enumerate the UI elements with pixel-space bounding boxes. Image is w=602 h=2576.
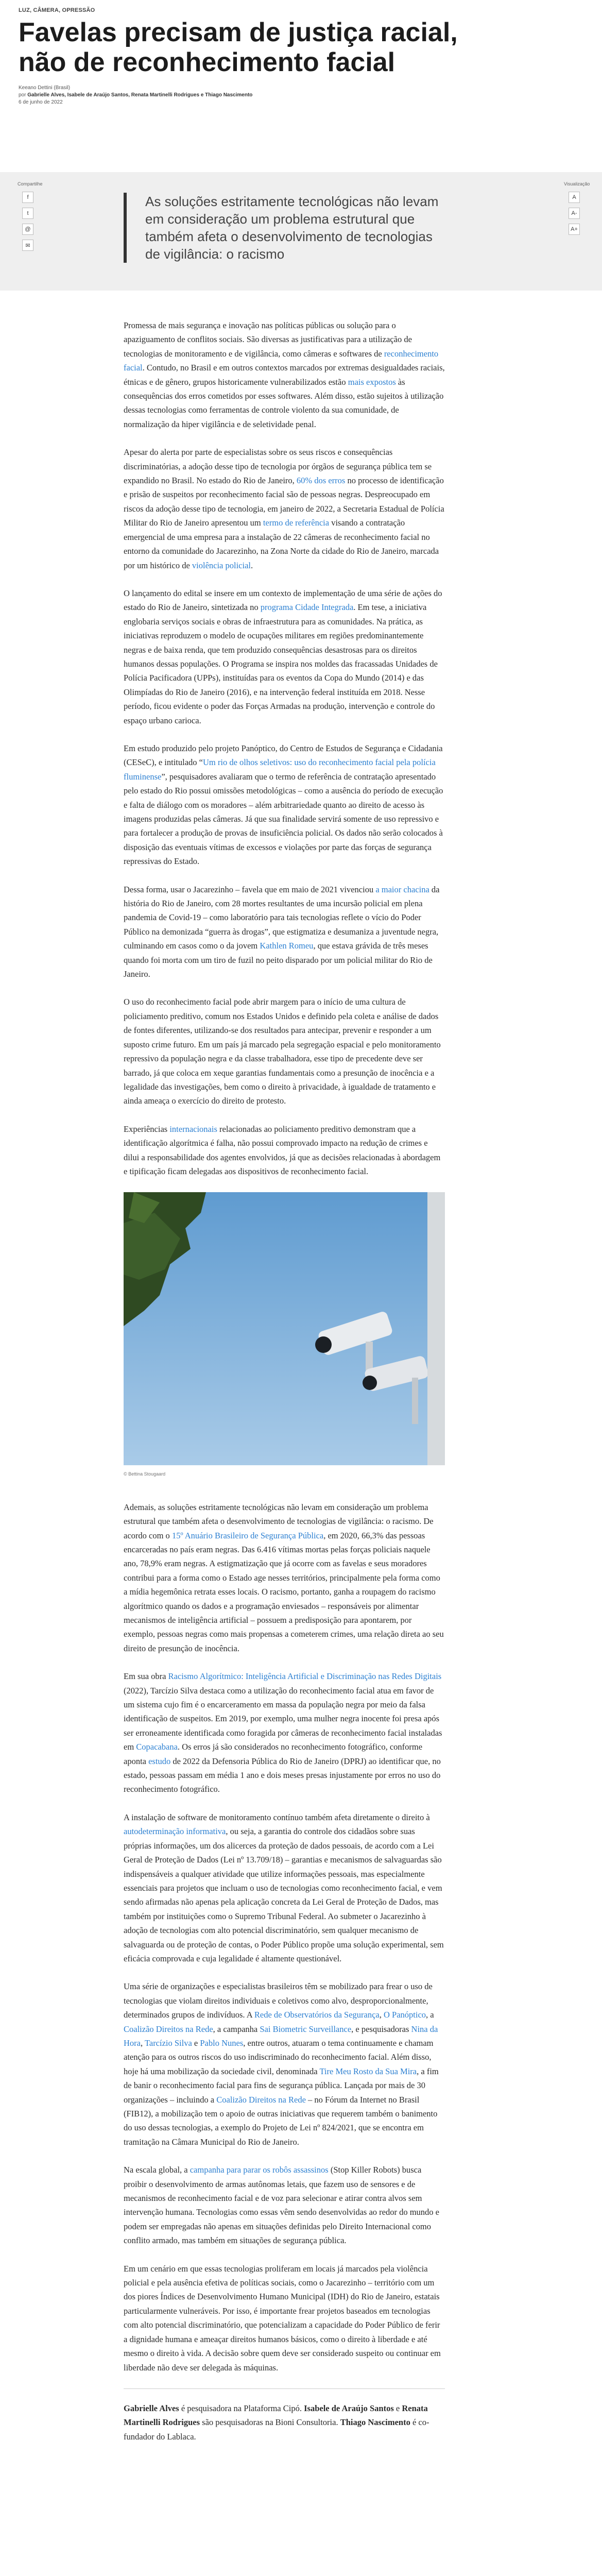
share-label: Compartilhe [18, 181, 43, 187]
link-pablo-nunes[interactable]: Pablo Nunes [200, 2038, 244, 2048]
link-ban-biometric[interactable]: Sai Biometric Surveillance [260, 2024, 352, 2034]
text: (2022), Tarcízio Silva destaca como a utilização do reconhecimento facial atua em favor de um sistema cujo fim é o encarceramento em massa da população negra por meio da falsa identificação de suspeitos. Em 2019, por exemplo, uma mulher negra inocente foi presa após ser erroneamente identificada como foragida por câmeras de reconhecimento facial instaladas em [124, 1685, 442, 1752]
text: A instalação de software de monitoramento contínuo também afeta diretamente o direito à [124, 1812, 430, 1822]
link-copacabana[interactable]: Copacabana [136, 1742, 178, 1752]
font-icon: A [572, 194, 576, 200]
text: , em 2020, 66,3% das pessoas encarceradas no país eram negras. Das 6.416 vítimas mortas pelas forças policiais naquele ano, 78,9% eram negras. A estigmatização que já ocorre com as favelas e seus moradores contribui para a forma como o Estado age nesses territórios, principalmente pela forma como a mídia hegemônica retrata esses locais. O racismo, portanto, ganha a roupagem do racismo algorítmico quando os dados e a programação enviesados – responsáveis por alimentar mecanismos de inteligência artificial – possuem a predisposição para apontarem, por exemplo, pessoas negras como mais propensas a cometerem crimes, uma relação direta ao seu direito de presunção de inocência. [124, 1530, 444, 1653]
view-label: Visualização [564, 181, 590, 187]
text: Em um cenário em que essas tecnologias proliferam em locais já marcados pela violência policial e pela ausência efetiva de políticas sociais, como o Jacarezinho – território com um dos piores Índices de Desenvolvimento Humano Municipal (IDH) do Rio de Janeiro, estatais particularmente vulneráveis. Por isso, é importante frear projetos baseados em tecnologias com alto potencial discriminatório, que potencializam a capacidade do Poder Público de ferir a dignidade humana e ameaçar direitos humanos básicos, como o direito à liberdade e até mesmo o direito à vida. A decisão sobre quem deve ser considerado suspeito ou continuar em liberdade não deve ser delegada às máquinas. [124, 2263, 441, 2372]
author-name: Isabele de Araújo Santos [304, 2403, 394, 2413]
authors-line [19, 92, 583, 99]
text: O lançamento do edital se insere em um contexto de implementação de uma série de ações do estado do Rio de Janeiro, sintetizada no [124, 588, 442, 613]
author-name: Thiago Nascimento [340, 2417, 410, 2428]
text: da história do Rio de Janeiro, com 28 mortes resultantes de uma incursão policial em plena pandemia de Covid-19 – como laboratório para tais tecnologias reflete o vício do Poder Público na demonizada “guerra às drogas”, que estigmatiza e desumaniza a juventude negra, culminando em casos como o da jovem [124, 884, 440, 951]
text: e [192, 2038, 200, 2048]
paragraph-9 [124, 1669, 445, 1797]
link-um-rio-de-olhos[interactable]: Um rio de olhos seletivos: uso do reconhecimento facial pela polícia fluminense [124, 757, 436, 782]
author-name: Renata Martinelli Rodrigues [124, 2403, 428, 2428]
paragraph-7 [124, 1122, 445, 1179]
text: – no Fórum da Internet no Brasil (FIB12), a mobilização tem o apoio de outras iniciativas que requerem também o banimento do uso dessas tecnologias, a exemplo do Projeto de Lei nº 824/2021, que se encontra em tramitação na Câmara Municipal do Rio de Janeiro. [124, 2094, 438, 2147]
article-header [0, 0, 602, 105]
intro-band [0, 172, 602, 291]
link-anuario[interactable]: 15º Anuário Brasileiro de Segurança Pública [171, 1530, 324, 1540]
text: às consequências dos erros cometidos por esses softwares. Além disso, estão sujeitos à utilização dessas tecnologias como ferramentas de controle violento da sua comunidade, de normalização da hiper vigilância e de seletividade penal. [124, 377, 444, 429]
envelope-icon: ✉ [25, 242, 30, 249]
paragraph-8 [124, 1500, 445, 1655]
article-body [124, 318, 445, 2458]
link-tire-meu-rosto[interactable]: Tire Meu Rosto da Sua Mira [319, 2066, 417, 2076]
paragraph-1 [124, 318, 445, 431]
text: , a campanha [213, 2024, 260, 2034]
publish-date: 6 de junho de 2022 [19, 99, 63, 105]
text: Uma série de organizações e especialistas brasileiros têm se mobilizado para frear o uso de tecnologias que violam direitos individuais e coletivos como alvo, desproporcionalmente, determinados grupos de indivíduos. A [124, 1981, 433, 2020]
text: O uso do reconhecimento facial pode abrir margem para o início de uma cultura de policiamento preditivo, comum nos Estados Unidos e definido pela coleta e análise de dados de fontes diferentes, utilizando-se dos resultados para antecipar, prevenir e responder a um suposto crime futuro. Em um país já marcado pela segregação espacial e pelo monitoramento repressivo da população negra e da classe trabalhadora, esse tipo de precedente deve ser barrado, já que coloca em xeque garantias fundamentais como a presunção de inocência e a legalidade das investigações, bem como o direito à privacidade, à igualdade de tratamento e ainda ameaça o exercício do direito de protesto. [124, 997, 441, 1106]
text: Dessa forma, usar o Jacarezinho – favela que em maio de 2021 vivenciou [124, 884, 376, 894]
text: de 2022 da Defensoria Pública do Rio de Janeiro (DPRJ) ao identificar que, no estado, pessoas passam em média 1 ano e dois meses presas injustamente por erros no uso do reconhecimento fotográfico. [124, 1756, 441, 1794]
pull-quote: As soluções estritamente tecnológicas não levam em consideração um problema estrutural que também afeta o desenvolvimento de tecnologias de vigilância: o racismo [124, 193, 444, 263]
surveillance-cameras-image [124, 1192, 445, 1465]
divider [124, 2388, 445, 2389]
link-estudo[interactable]: estudo [148, 1756, 171, 1766]
authors: Gabrielle Alves, Isabele de Araújo Santos, Renata Martinelli Rodrigues e Thiago Nascimento [27, 92, 253, 98]
twitter-icon: t [27, 210, 29, 216]
link-stop-killer-robots[interactable]: campanha para parar os robôs assassinos [190, 2165, 329, 2175]
text: Em estudo produzido pelo projeto Panóptico, do Centro de Estudos de Segurança e Cidadania (CESeC), e intitulado “ [124, 743, 443, 768]
text: é pesquisadora na Plataforma Cipó. [179, 2403, 304, 2413]
text: no processo de identificação e prisão de suspeitos por reconhecimento facial são de pessoas negras. Despreocupado em riscos da adoção desse tipo de tecnologia, em janeiro de 2022, a Secretaria Estadual de Polícia Militar do Rio de Janeiro apresentou um [124, 476, 444, 528]
text: , que estava grávida de três meses quando foi morta com um tiro de fuzil no peito disparado por um policial militar do Rio de Janeiro. [124, 941, 433, 979]
author-name: Gabrielle Alves [124, 2403, 179, 2413]
link-reconhecimento-facial[interactable]: reconhecimento facial [124, 348, 439, 373]
font-increase-icon: A+ [571, 226, 578, 232]
text: Experiências [124, 1124, 170, 1134]
link-kathlen-romeu[interactable]: Kathlen Romeu [260, 941, 314, 951]
text: . Em tese, a iniciativa englobaria serviços sociais e obras de infraestrutura para as comunidades. Na prática, as iniciativas reproduzem o modelo de ocupações militares em regiões predominantemente negras e de baixa renda, que tem produzido consequências desastrosas para os direitos humanos dessas populações. O Programa se inspira nos moldes das fracassadas Unidades de Polícia Pacificadora (UPPs), instituídas para os eventos da Copa do Mundo (2014) e das Olimpíadas do Rio de Janeiro (2016), e na intervenção federal instituída em 2018. Nesse período, ficou evidente o poder das Forças Armadas na produção, intervenção e controle do espaço urbano carioca. [124, 602, 438, 725]
at-icon: @ [25, 226, 31, 232]
twitter-share-button[interactable] [22, 208, 33, 219]
link-racismo-algoritmico[interactable]: Racismo Algorítmico: Inteligência Artificial e Discriminação nas Redes Digitais [168, 1671, 442, 1682]
link-mais-expostos[interactable]: mais expostos [348, 377, 396, 387]
link-termo-de-referencia[interactable]: termo de referência [263, 518, 330, 528]
email-share-button[interactable] [22, 224, 33, 235]
paragraph-3 [124, 586, 445, 727]
text: , [379, 2010, 384, 2020]
text: Ademais, as soluções estritamente tecnológicas não levam em consideração um problema estrutural que também afeta o desenvolvimento de tecnologias de vigilância: o racismo. De acordo com o [124, 1502, 434, 1540]
font-decrease-icon: A- [571, 210, 577, 216]
link-internacionais[interactable]: internacionais [169, 1124, 217, 1134]
paragraph-11 [124, 1979, 445, 2149]
link-nina-da-hora[interactable]: Nina da Hora [124, 2024, 438, 2048]
text: . Os erros já são considerados no reconhecimento fotográfico, conforme aponta [124, 1742, 423, 1766]
text: . Contudo, no Brasil e em outros contextos marcados por extremas desigualdades raciais, étnicas e de gênero, grupos historicamente vulnerabilizados estão [124, 363, 445, 387]
text: , ou seja, a garantia do controle dos cidadãos sobre suas próprias informações, um dos alicerces da proteção de dados pessoais, de acordo com a Lei Geral de Proteção de Dados (Lei nº 13.709/18) – garantias e mecanismos de salvaguardas são indispensáveis a qualquer atividade que utilize informações pessoais, mas especialmente essenciais para projetos que incluam o uso de tecnologias como reconhecimento facial, e vem sendo afirmadas não apenas pela aplicação concreta da Lei Geral de Proteção de Dados, mas também por instituições como o Supremo Tribunal Federal. Ao submeter o Jacarezinho à adoção de tecnologias com alto potencial discriminatório, sem qualquer mecanismo de salvaguarda ou de proteção de contas, o Poder Público propõe uma solução experimental, sem eficácia comprovada e cuja legalidade é altamente questionável. [124, 1826, 444, 1963]
text: e [393, 2403, 402, 2413]
text: . [251, 560, 253, 570]
edited-by: Keeano Dettini (Brasil) [19, 85, 71, 91]
text: é co-fundador do Lablaca. [124, 2417, 429, 2442]
paragraph-2 [124, 445, 445, 572]
facebook-icon: f [27, 194, 29, 200]
text: (Stop Killer Robots) busca proibir o desenvolvimento de armas autônomas letais, que fazem uso de sensores e de mecanismos de reconhecimento facial e de voz para selecionar e atirar contra alvos sem intervenção humana. Tecnologias como essas vêm sendo desenvolvidas ao redor do mundo e podem ser empregadas não apenas em situações definidas pelo Direito Internacional como conflito armado, mas também em situações de segurança pública. [124, 2165, 439, 2246]
link-o-panoptico[interactable]: O Panóptico [383, 2010, 426, 2020]
paragraph-12 [124, 2163, 445, 2247]
facebook-share-button[interactable] [22, 192, 33, 203]
text: ”, pesquisadores avaliaram que o termo de referência de contratação apresentado pelo estado do Rio possui omissões metodológicas – como a ausência do período de execução e falta de diálogo com os moradores – além arbitrariedade quanto ao direito de acesso às imagens produzidas pelas câmeras. Já que sua finalidade servirá somente de uso repressivo e para fortalecer a produção de provas de insuficiência policial. Os dados não serão colocados à disposição das eventuais vítimas de excessos e violações por parte das forças de segurança repressivas do Estado. [124, 771, 443, 867]
font-decrease-button[interactable] [569, 208, 580, 219]
link-coalizao[interactable]: Coalizão Direitos na Rede [124, 2024, 213, 2034]
link-60-dos-erros[interactable]: 60% dos erros [296, 476, 346, 486]
text: são pesquisadoras na Bioni Consultoria. [200, 2417, 340, 2428]
link-maior-chacina[interactable]: a maior chacina [375, 884, 429, 894]
text: Promessa de mais segurança e inovação nas políticas públicas ou solução para o apaziguamento de conflitos sociais. São diversas as justificativas para a utilização de tecnologias de monitoramento e de vigilância, como câmeras e softwares de [124, 320, 412, 359]
font-reset-button[interactable] [569, 192, 580, 203]
link-violencia-policial[interactable]: violência policial [192, 560, 251, 570]
mail-share-button[interactable] [22, 240, 33, 251]
paragraph-13 [124, 2262, 445, 2375]
byline [19, 84, 583, 106]
font-increase-button[interactable] [569, 224, 580, 235]
text: , a fim de banir o reconhecimento facial para fins de segurança pública. Lançada por mais de 30 organizações – incluindo a [124, 2066, 439, 2105]
view-panel [564, 181, 590, 240]
paragraph-10 [124, 1810, 445, 1965]
paragraph-6 [124, 995, 445, 1108]
text: , e pesquisadoras [351, 2024, 411, 2034]
paragraph-5 [124, 883, 445, 981]
text: , entre outros, atuaram o tema continuamente e chamam atenção para os outros riscos do uso indiscriminado do reconhecimento facial. Além disso, hoje há uma mobilização da sociedade civil, denominada [124, 2038, 434, 2076]
text: , [140, 2038, 145, 2048]
link-rede-observatorios[interactable]: Rede de Observatórios da Segurança [254, 2010, 380, 2020]
article-photo [124, 1192, 445, 1465]
text: Em sua obra [124, 1671, 168, 1682]
link-tarcizio-silva[interactable]: Tarcízio Silva [144, 2038, 192, 2048]
author-bio [124, 2401, 445, 2444]
text: Na escala global, a [124, 2165, 190, 2175]
authors-prefix: por [19, 92, 26, 98]
link-autodeterminacao[interactable]: autodeterminação informativa [124, 1826, 226, 1837]
page-title: Favelas precisam de justiça racial, não de reconhecimento facial [19, 18, 458, 77]
text: visando a contratação emergencial de uma empresa para a instalação de 22 câmeras de reconhecimento facial no entorno da comunidade do Jacarezinho, na Zona Norte da cidade do Rio de Janeiro, marcada por um histórico de [124, 518, 439, 570]
text: Apesar do alerta por parte de especialistas sobre os seus riscos e consequências discriminatórias, a adoção desse tipo de tecnologia por órgãos de segurança pública tem se expandido no Brasil. No estado do Rio de Janeiro, [124, 447, 432, 486]
link-coalizao-2[interactable]: Coalizão Direitos na Rede [216, 2094, 306, 2105]
paragraph-4 [124, 741, 445, 869]
photo-caption: © Bettina Stougaard [124, 1471, 166, 1477]
link-cidade-integrada[interactable]: programa Cidade Integrada [260, 602, 354, 613]
category-label[interactable]: LUZ, CÂMERA, OPRESSÃO [19, 7, 95, 13]
share-panel [18, 181, 43, 256]
text: , a [426, 2010, 434, 2020]
text: relacionadas ao policiamento preditivo demonstram que a identificação algorítmica é falha, não possui comprovado impacto na redução de crimes e dilui a responsabilidade dos agentes envolvidos, já que as decisões relacionadas à abordagem e tipificação ficam delegadas aos dispositivos de reconhecimento facial. [124, 1124, 441, 1176]
